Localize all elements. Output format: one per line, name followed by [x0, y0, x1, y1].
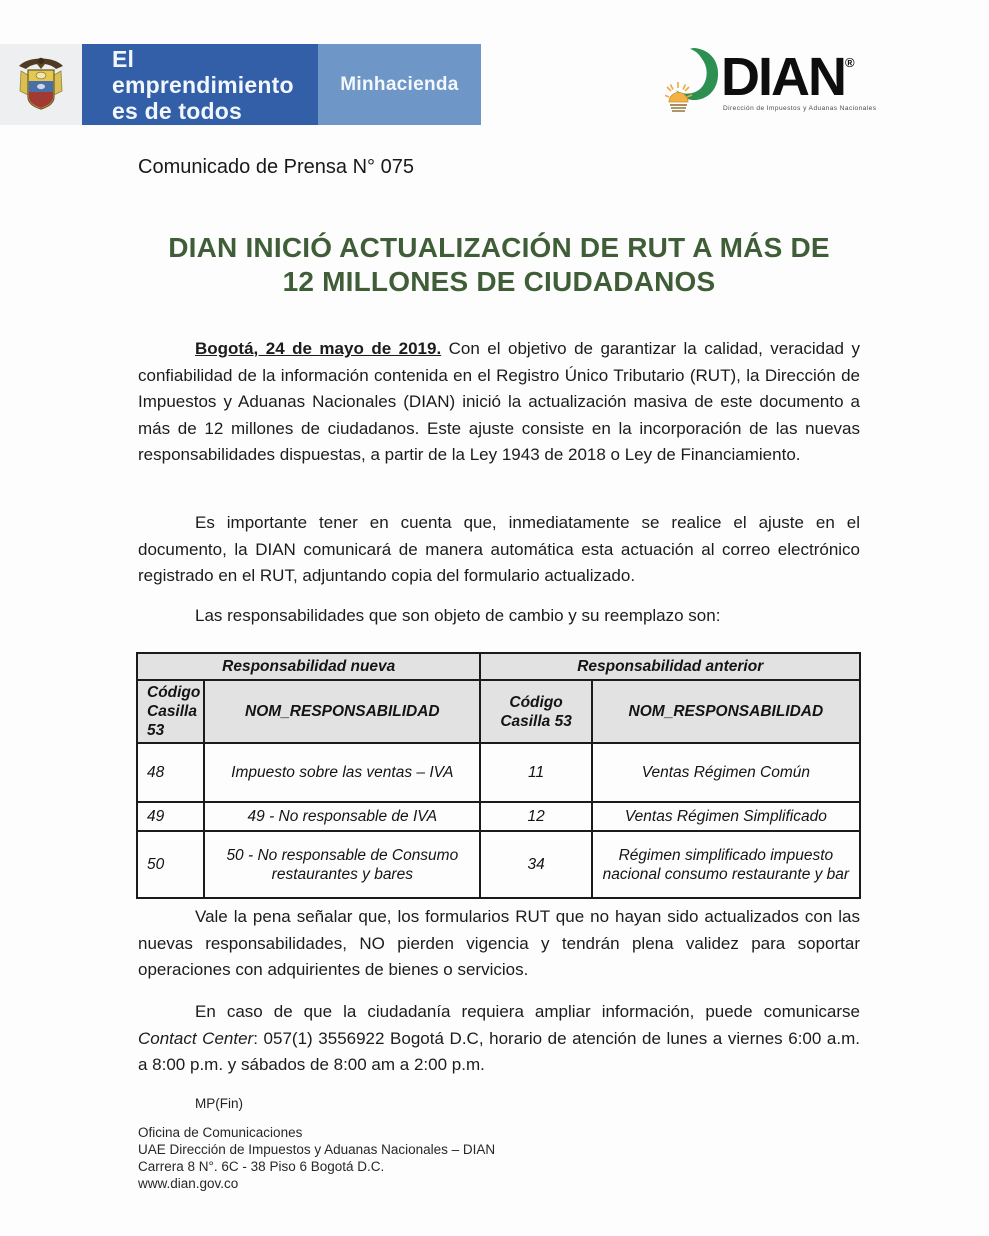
paragraph-contact [138, 999, 860, 1079]
dian-logo [665, 44, 890, 124]
motto-line-2: es de todos [112, 97, 243, 124]
press-release-number: Comunicado de Prensa N° 075 [138, 156, 414, 178]
title-line-2: 12 MILLONES DE CIUDADANOS [282, 266, 716, 297]
table-cell: Impuesto sobre las ventas – IVA [204, 743, 480, 802]
contact-text-before: En caso de que la ciudadanía requiera ampliar información, puede comunicarse [195, 1002, 860, 1021]
table-row [137, 802, 860, 831]
column-header-code-new: Código Casilla 53 [137, 680, 204, 743]
registered-trademark-symbol: ® [845, 55, 855, 70]
table-cell: 11 [480, 743, 591, 802]
table-row [137, 831, 860, 898]
responsibilities-table [136, 652, 861, 899]
contact-text-after: : 057(1) 3556922 Bogotá D.C, horario de atención de lunes a viernes 6:00 a.m. a 8:00 p.m. y sábados de 8:00 am a 2:00 p.m. [138, 1028, 860, 1075]
table-cell: 49 - No responsable de IVA [204, 802, 480, 831]
footer-website: www.dian.gov.co [138, 1176, 239, 1191]
table-row [137, 743, 860, 802]
group-header-previous-responsibility: Responsabilidad anterior [480, 653, 860, 680]
motto-line-1: El emprendimiento [112, 45, 294, 98]
column-header-name-previous: NOM_RESPONSABILIDAD [592, 680, 860, 743]
ministry-label: Minhacienda [340, 73, 459, 95]
paragraph-table-lead-in: Las responsabilidades que son objeto de cambio y su reemplazo son: [195, 606, 721, 625]
footer-contact-block [138, 1124, 860, 1192]
table-cell: 12 [480, 802, 591, 831]
table-cell: Ventas Régimen Común [592, 743, 860, 802]
paragraph-notification: Es importante tener en cuenta que, inmediatamente se realice el ajuste en el documento, la DIAN comunicará de manera automática esta actuación al correo electrónico registrado en el RUT, adjuntando copia del formulario actualizado. [138, 513, 860, 586]
paragraph-intro [138, 336, 860, 469]
footer-entity: UAE Dirección de Impuestos y Aduanas Nacionales – DIAN [138, 1142, 496, 1157]
group-header-new-responsibility: Responsabilidad nueva [137, 653, 480, 680]
dian-name-text: DIAN [721, 47, 845, 107]
paragraph-validity: Vale la pena señalar que, los formularios RUT que no hayan sido actualizados con las nuevas responsabilidades, NO pierden vigencia y tendrán plena validez para soportar operaciones con adquirientes de bienes o servicios. [138, 907, 860, 980]
government-motto-banner [82, 44, 318, 125]
table-cell: Ventas Régimen Simplificado [592, 802, 860, 831]
table-cell: Régimen simplificado impuesto nacional consumo restaurante y bar [592, 831, 860, 898]
footer-office: Oficina de Comunicaciones [138, 1125, 303, 1140]
column-header-name-new: NOM_RESPONSABILIDAD [204, 680, 480, 743]
dian-crescent-sun-icon [665, 46, 723, 116]
table-cell: 34 [480, 831, 591, 898]
contact-center-label: Contact Center [138, 1028, 254, 1048]
paragraph-intro-text: Con el objetivo de garantizar la calidad, veracidad y confiabilidad de la información contenida en el Registro Único Tributario (RUT), la Dirección de Impuestos y Aduanas Nacionales (DIAN) inició la actualización masiva de este documento a más de 12 millones de ciudadanos. Este ajuste consiste en la incorporación de las nuevas responsabilidades dispuestas, a partir de la Ley 1943 de 2018 o Ley de Financiamiento. [138, 339, 860, 465]
column-header-code-previous: Código Casilla 53 [480, 680, 591, 743]
table-cell: 48 [137, 743, 204, 802]
minhacienda-banner [318, 44, 481, 125]
end-of-message-mark: MP(Fin) [195, 1096, 243, 1111]
colombia-coat-of-arms-icon [15, 53, 67, 117]
dian-wordmark [721, 47, 855, 107]
colombia-coat-of-arms-box [0, 44, 82, 125]
footer-address: Carrera 8 N°. 6C - 38 Piso 6 Bogotá D.C. [138, 1159, 385, 1174]
document-title [138, 231, 860, 299]
table-cell: 49 [137, 802, 204, 831]
title-line-1: DIAN INICIÓ ACTUALIZACIÓN DE RUT A MÁS DE [168, 232, 830, 263]
table-cell: 50 [137, 831, 204, 898]
table-cell: 50 - No responsable de Consumo restaurantes y bares [204, 831, 480, 898]
dian-tagline: Dirección de Impuestos y Aduanas Nacionales [723, 105, 877, 112]
dateline: Bogotá, 24 de mayo de 2019. [195, 339, 442, 358]
